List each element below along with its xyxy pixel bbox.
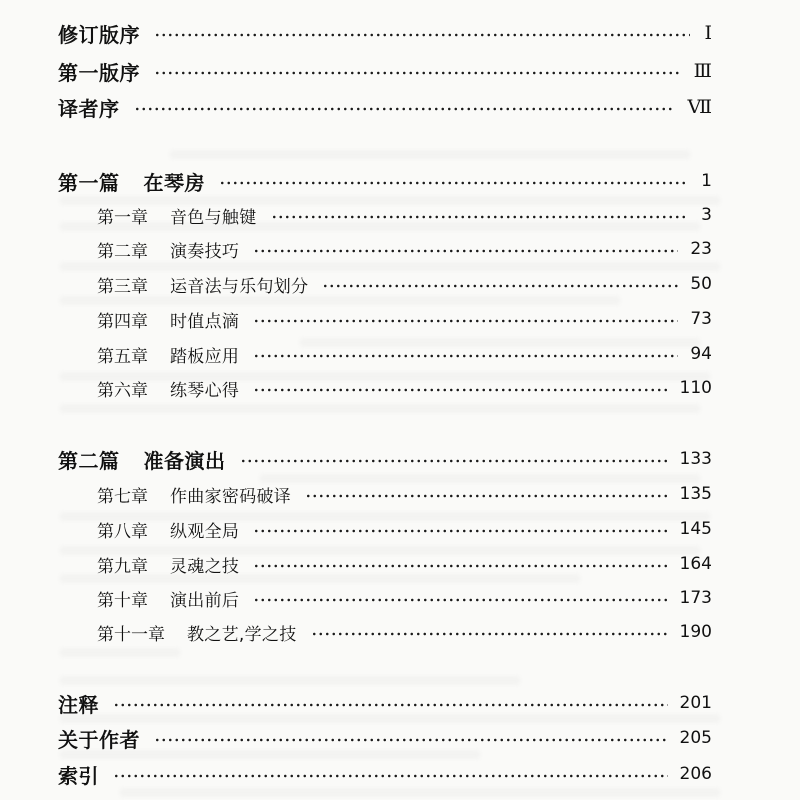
dot-leader: [134, 94, 676, 120]
toc-entry-front-matter: [58, 94, 712, 120]
dot-leader: [253, 585, 667, 611]
toc-entry-back-matter: [58, 725, 712, 751]
toc-page-number: 173: [679, 588, 712, 608]
toc-page-number: 73: [690, 309, 712, 329]
toc-entry-back-matter: [58, 761, 712, 787]
toc-page-number: 145: [679, 519, 712, 539]
toc-page-number: Ⅶ: [687, 96, 712, 118]
toc-chapter-label: 第七章: [97, 486, 148, 507]
toc-chapter-label: 第三章: [97, 276, 148, 297]
toc-chapter-label: 第九章: [97, 556, 148, 577]
dot-leader: [154, 725, 668, 751]
toc-chapter-label: 第十一章: [97, 624, 165, 645]
toc-entry-chapter: [97, 481, 712, 507]
dot-leader: [253, 551, 667, 577]
dot-leader: [271, 202, 690, 228]
dot-leader: [253, 341, 678, 367]
dot-leader: [240, 446, 668, 472]
toc-chapter-title: 纵观全局: [170, 521, 240, 542]
toc-entry-chapter: [97, 202, 712, 228]
toc-part-title: 在琴房: [143, 170, 205, 195]
toc-entry-chapter: [97, 551, 712, 577]
toc-page-number: 206: [679, 764, 712, 784]
toc-page-number: 201: [679, 693, 712, 713]
toc-chapter-title: 教之艺,学之技: [187, 624, 297, 645]
dot-leader: [113, 690, 668, 716]
toc-entry-chapter: [97, 306, 712, 332]
toc-entry-title: 关于作者: [58, 727, 140, 752]
toc-part-label: 第一篇: [58, 170, 120, 195]
toc-page-number: 135: [679, 484, 712, 504]
toc-page-number: 190: [679, 622, 712, 642]
toc-chapter-label: 第二章: [97, 241, 148, 262]
dot-leader: [253, 306, 678, 332]
dot-leader: [305, 481, 667, 507]
toc-chapter-label: 第四章: [97, 311, 148, 332]
dot-leader: [154, 20, 690, 46]
dot-leader: [253, 236, 678, 262]
toc-page-number: 133: [679, 449, 712, 469]
toc-entry-chapter: [97, 271, 712, 297]
toc-chapter-title: 作曲家密码破译: [170, 486, 292, 507]
toc-entry-title: 注释: [58, 692, 99, 717]
toc-chapter-title: 踏板应用: [170, 346, 240, 367]
toc-entry-front-matter: [58, 58, 712, 84]
toc-entry-chapter: [97, 516, 712, 542]
toc-chapter-label: 第八章: [97, 521, 148, 542]
dot-leader: [113, 761, 668, 787]
dot-leader: [253, 375, 667, 401]
toc-page-number: 3: [701, 205, 712, 225]
toc-page-number: 23: [690, 239, 712, 259]
toc-entry-part: [58, 446, 712, 472]
toc-page-number: 1: [701, 171, 712, 191]
toc-page-number: Ⅰ: [704, 22, 712, 44]
toc-entry-chapter: [97, 375, 712, 401]
toc-chapter-title: 时值点滴: [170, 311, 240, 332]
toc-page-number: 50: [690, 274, 712, 294]
toc-chapter-label: 第十章: [97, 590, 148, 611]
toc-chapter-title: 灵魂之技: [170, 556, 240, 577]
toc-page-number: 164: [679, 554, 712, 574]
toc-chapter-label: 第五章: [97, 346, 148, 367]
toc-page-number: 110: [679, 378, 712, 398]
toc-page-number: Ⅲ: [693, 60, 712, 82]
toc-part-title: 准备演出: [143, 448, 226, 473]
toc-page-number: 205: [679, 728, 712, 748]
toc-entry-part: [58, 168, 712, 194]
toc-entry-chapter: [97, 619, 712, 645]
toc-entry-title: 译者序: [58, 96, 120, 121]
toc-chapter-label: 第一章: [97, 207, 148, 228]
dot-leader: [253, 516, 667, 542]
toc-chapter-title: 演奏技巧: [170, 241, 240, 262]
toc-chapter-title: 音色与触键: [170, 207, 257, 228]
toc-chapter-title: 演出前后: [170, 590, 240, 611]
dot-leader: [311, 619, 668, 645]
toc-entry-title: 修订版序: [58, 22, 140, 47]
toc-entry-chapter: [97, 341, 712, 367]
toc-entry-back-matter: [58, 690, 712, 716]
toc-part-label: 第二篇: [58, 448, 120, 473]
dot-leader: [322, 271, 678, 297]
toc-entry-front-matter: [58, 20, 712, 46]
toc-entry-title: 索引: [58, 763, 99, 788]
dot-leader: [154, 58, 682, 84]
toc-chapter-label: 第六章: [97, 380, 148, 401]
toc-entry-title: 第一版序: [58, 60, 140, 85]
toc-entry-chapter: [97, 236, 712, 262]
toc-chapter-title: 练琴心得: [170, 380, 240, 401]
toc-entry-chapter: [97, 585, 712, 611]
toc-page-number: 94: [690, 344, 712, 364]
dot-leader: [219, 168, 689, 194]
toc-chapter-title: 运音法与乐句划分: [170, 276, 309, 297]
